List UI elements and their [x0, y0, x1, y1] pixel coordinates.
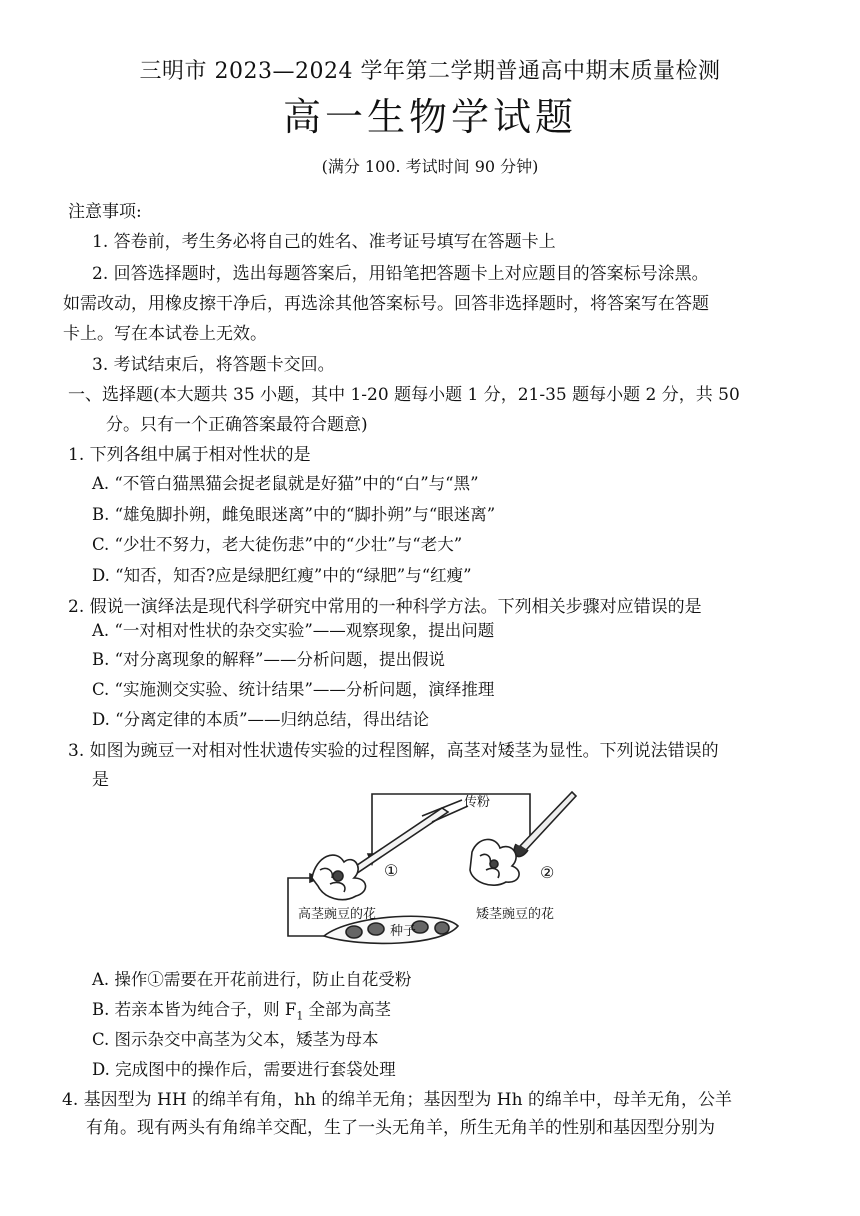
question-2-option-b: B. “对分离现象的解释”——分析问题，提出假说 [92, 650, 445, 669]
short-pea-flower-center [490, 860, 498, 868]
question-4-stem-cont: 有角。现有两头有角绵羊交配，生了一头无角羊，所生无角羊的性别和基因型分别为 [86, 1118, 715, 1138]
label-short-flower: 矮茎豌豆的花 [476, 907, 555, 922]
section-1-heading-cont: 分。只有一个正确答案最符合题意) [106, 415, 368, 435]
notice-item-2-line-3: 卡上。写在本试卷上无效。 [63, 324, 267, 344]
section-1-heading: 一、选择题(本大题共 35 小题，其中 1-20 题每小题 1 分，21-35 题每小题 2 分，共 50 [68, 385, 740, 405]
question-3-option-b-text-end: 全部为高茎 [303, 1000, 392, 1019]
question-2-option-a: A. “一对相对性状的杂交实验”——观察现象，提出问题 [92, 621, 495, 640]
question-1-stem: 1. 下列各组中属于相对性状的是 [68, 445, 311, 465]
question-2-option-d: D. “分离定律的本质”——归纳总结，得出结论 [92, 710, 430, 729]
question-1-option-a: A. “不管白猫黑猫会捉老鼠就是好猫”中的“白”与“黑” [92, 474, 479, 493]
exam-subtitle: (满分 100. 考试时间 90 分钟) [321, 157, 539, 176]
question-3-stem-cont: 是 [92, 770, 109, 790]
notice-item-1: 1. 答卷前，考生务必将自己的姓名、准考证号填写在答题卡上 [92, 232, 556, 252]
label-step-2: ② [540, 863, 555, 882]
seed-1 [346, 926, 362, 938]
notice-item-3: 3. 考试结束后，将答题卡交回。 [92, 355, 335, 375]
question-3-option-b-subscript: 1 [296, 1009, 304, 1023]
pea-cross-diagram [272, 786, 590, 956]
label-step-1: ① [384, 861, 399, 880]
question-3-option-c: C. 图示杂交中高茎为父本，矮茎为母本 [92, 1030, 379, 1049]
question-3-option-a: A. 操作①需要在开花前进行，防止自花受粉 [92, 970, 412, 989]
tall-pea-flower-center [333, 871, 343, 881]
brush-handle [520, 792, 576, 850]
question-1-option-c: C. “少壮不努力，老大徒伤悲”中的“少壮”与“老大” [92, 535, 463, 554]
notice-item-2-line-2: 如需改动，用橡皮擦干净后，再选涂其他答案标号。回答非选择题时，将答案写在答题 [63, 294, 709, 314]
question-3-option-d: D. 完成图中的操作后，需要进行套袋处理 [92, 1060, 396, 1079]
question-2-option-c: C. “实施测交实验、统计结果”——分析问题，演绎推理 [92, 680, 495, 699]
label-seed: 种子 [390, 924, 417, 939]
question-1-option-d: D. “知否，知否?应是绿肥红瘦”中的“绿肥”与“红瘦” [92, 566, 472, 585]
notice-item-2-line-1: 2. 回答选择题时，选出每题答案后，用铅笔把答题卡上对应题目的答案标号涂黑。 [92, 264, 709, 284]
notice-heading: 注意事项: [68, 202, 142, 222]
exam-header-line: 三明市 2023—2024 学年第二学期普通高中期末质量检测 [139, 59, 721, 84]
seed-4 [435, 922, 449, 934]
exam-title: 高一生物学试题 [282, 95, 577, 139]
question-1-option-b: B. “雄兔脚扑朔，雌兔眼迷离”中的“脚扑朔”与“眼迷离” [92, 505, 496, 524]
label-pollination: 传粉 [464, 795, 491, 810]
question-3-option-b [92, 996, 391, 1022]
seed-2 [368, 923, 384, 935]
question-3-option-b-text: B. 若亲本皆为纯合子，则 F [92, 1000, 297, 1019]
question-4-stem: 4. 基因型为 HH 的绵羊有角，hh 的绵羊无角；基因型为 Hh 的绵羊中，母羊无角，公羊 [62, 1090, 732, 1110]
label-tall-flower: 高茎豌豆的花 [298, 907, 377, 922]
question-2-stem: 2. 假说一演绎法是现代科学研究中常用的一种科学方法。下列相关步骤对应错误的是 [68, 597, 702, 617]
question-3-stem: 3. 如图为豌豆一对相对性状遗传实验的过程图解，高茎对矮茎为显性。下列说法错误的 [68, 741, 719, 761]
